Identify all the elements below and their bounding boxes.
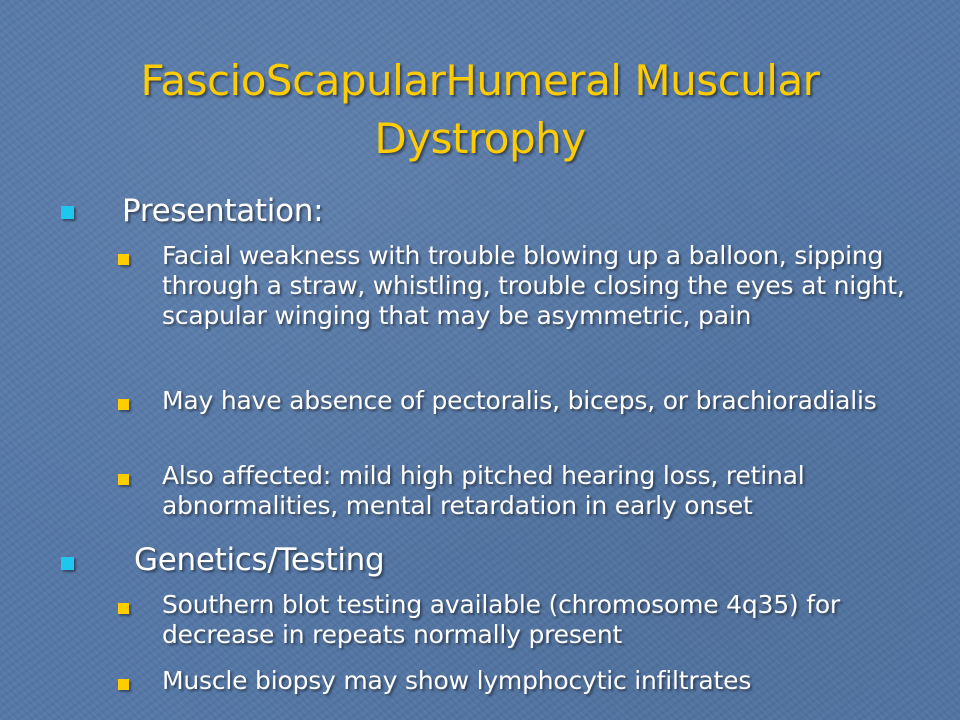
section-bullet-icon — [61, 557, 74, 570]
list-item: Muscle biopsy may show lymphocytic infiltrates — [162, 666, 752, 695]
list-item: Southern blot testing available (chromosome 4q35) for decrease in repeats normally present — [162, 590, 841, 649]
list-item: Also affected: mild high pitched hearing loss, retinal abnormalities, mental retardation in early onset — [162, 461, 805, 520]
item-bullet-icon — [118, 254, 129, 265]
item-bullet-icon — [118, 679, 129, 690]
item-bullet-icon — [118, 474, 129, 485]
section-heading-genetics: Genetics/Testing — [134, 542, 385, 578]
item-bullet-icon — [118, 603, 129, 614]
section-bullet-icon — [61, 206, 74, 219]
list-item: May have absence of pectoralis, biceps, or brachioradialis — [162, 386, 877, 415]
section-heading-presentation: Presentation: — [122, 193, 324, 229]
item-bullet-icon — [118, 399, 129, 410]
list-item: Facial weakness with trouble blowing up a balloon, sipping through a straw, whistling, trouble closing the eyes at night, scapular winging that may be asymmetric, pain — [162, 241, 905, 330]
slide-title: FascioScapularHumeral Muscular Dystrophy — [140, 56, 820, 163]
